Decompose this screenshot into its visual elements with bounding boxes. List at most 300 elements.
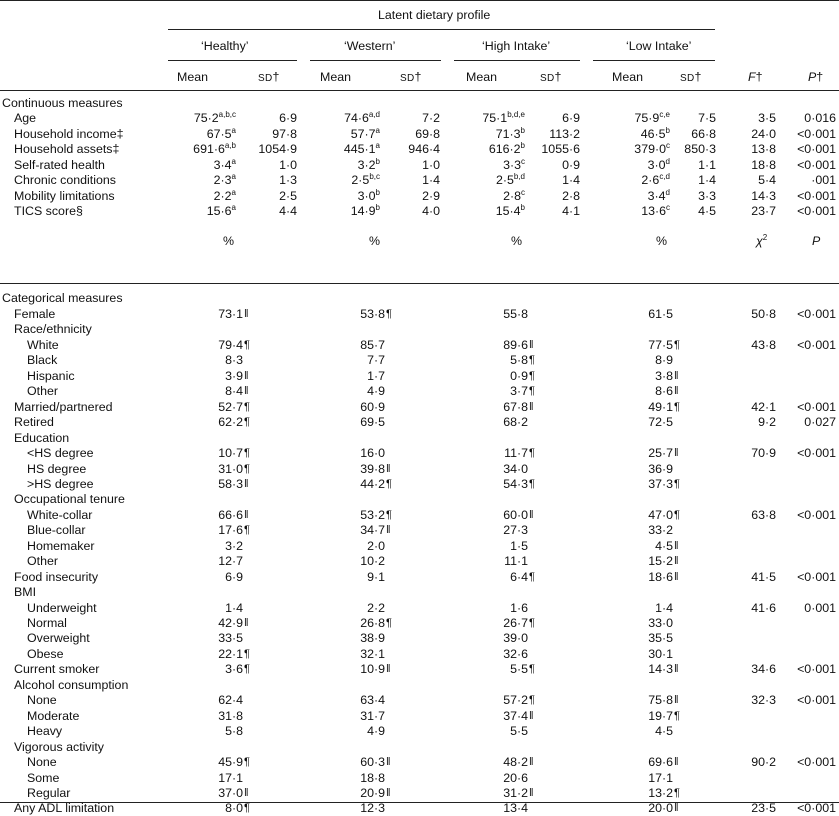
mean-value: $2\cdot 5^{b,c}$	[351, 172, 380, 187]
mean-value: $15\cdot 4^b$	[495, 203, 525, 218]
significance-superscript: d	[665, 187, 670, 197]
chi-square-statistic: 41·6	[751, 600, 776, 615]
mean-value: $691\cdot 6^{a,b}$	[193, 141, 236, 156]
percent-value: 45·9	[218, 755, 243, 770]
row-label: White-collar	[27, 507, 93, 522]
percent-value: 47·0	[648, 507, 673, 522]
significance-superscript: c	[666, 141, 670, 150]
row-label: White	[27, 337, 59, 352]
percent-value: 33·2	[648, 523, 673, 538]
significance-marker: ‖	[386, 756, 391, 769]
sd-value: 4·0	[422, 204, 440, 218]
sd-value: 1·0	[422, 157, 440, 172]
percent-value: 20·0	[648, 801, 673, 816]
sd-value: 1·0	[279, 157, 297, 172]
rule-group-healthy	[168, 60, 297, 61]
percent-value: 63·4	[360, 693, 385, 708]
p-value: 0·001	[804, 600, 836, 615]
sd-value: 850·3	[684, 142, 716, 156]
percent-value: 20·9	[360, 785, 385, 800]
significance-superscript: c,e	[659, 110, 670, 119]
rule-top	[0, 0, 839, 1]
percent-value: 42·9	[218, 616, 243, 630]
significance-marker: ¶	[386, 477, 392, 490]
significance-marker: ‖	[386, 786, 391, 799]
percent-value: 69·6	[648, 755, 673, 770]
mean-value: $57\cdot 7^a$	[350, 125, 380, 141]
percent-value: 79·4	[218, 337, 243, 352]
significance-marker: ‖	[244, 477, 249, 490]
percent-value: 3·8	[655, 368, 673, 383]
mean-header: Mean	[612, 70, 643, 84]
row-label: Household assets‡	[14, 142, 120, 156]
percent-value: 72·5	[648, 415, 673, 430]
p-value: <0·001	[797, 569, 836, 584]
percent-value: 8·6	[655, 384, 673, 399]
percent-value: 19·7	[648, 708, 673, 723]
significance-superscript: b	[375, 187, 380, 197]
significance-superscript: b	[665, 125, 670, 135]
significance-marker: ‖	[674, 369, 679, 382]
mean-value: $13\cdot 6^c$	[641, 203, 670, 218]
significance-marker: ¶	[674, 477, 680, 490]
significance-superscript: b,c	[369, 172, 380, 181]
significance-marker: ‖	[674, 756, 679, 769]
p-header: P†	[808, 70, 824, 84]
mean-value: $75\cdot 1^{b,d,e}$	[482, 110, 525, 125]
rule-bottom	[0, 802, 839, 803]
percent-value: 17·6	[218, 523, 243, 538]
row-label: BMI	[14, 585, 37, 600]
percent-value: 34·7	[360, 523, 385, 538]
significance-superscript: b	[520, 141, 525, 150]
percent-value: 1·4	[655, 600, 673, 615]
row-label: Female	[14, 307, 56, 321]
percent-value: 8·3	[225, 353, 243, 368]
row-label: <HS degree	[27, 446, 94, 461]
sd-value: 1054·9	[258, 142, 297, 156]
row-label: Heavy	[27, 724, 63, 739]
percent-value: 1·5	[510, 538, 528, 553]
significance-marker: ‖	[529, 338, 534, 351]
percent-value: 8·4	[225, 384, 243, 399]
percent-value: 16·0	[360, 446, 385, 461]
percent-value: 11·7	[504, 446, 528, 461]
significance-superscript: c,d	[659, 172, 670, 181]
percent-value: 26·8	[360, 616, 385, 630]
percent-value: 5·5	[510, 662, 528, 677]
row-label: Any ADL limitation	[14, 801, 115, 816]
row-label: Alcohol consumption	[14, 677, 129, 692]
sd-header: SD†	[540, 70, 562, 84]
significance-marker: ‖	[529, 756, 534, 769]
mean-value: $2\cdot 2^a$	[213, 187, 236, 203]
percent-value: 33·5	[218, 631, 243, 646]
chi-square-statistic: 63·8	[751, 507, 776, 522]
mean-value: $3\cdot 3^c$	[503, 156, 525, 172]
significance-marker: ¶	[244, 447, 250, 460]
percent-value: 11·1	[504, 554, 528, 569]
sd-value: 1055·6	[541, 142, 580, 156]
mean-value: $3\cdot 4^a$	[213, 156, 236, 172]
significance-superscript: b	[520, 203, 525, 212]
significance-marker: ¶	[244, 647, 250, 660]
f-statistic: 13·8	[751, 142, 776, 156]
row-label: HS degree	[27, 461, 87, 476]
sd-value: 3·3	[698, 188, 716, 203]
percent-value: 68·2	[503, 415, 528, 430]
mean-value: $75\cdot 9^{c,e}$	[634, 110, 670, 125]
percent-value: 31·0	[218, 461, 243, 476]
percent-value: 0·9	[510, 368, 528, 383]
percent-value: 31·7	[360, 708, 385, 723]
mean-value: $15\cdot 6^a$	[206, 203, 236, 218]
percent-value: 2·2	[367, 600, 385, 615]
significance-superscript: b,d	[513, 172, 525, 181]
percent-value: 1·4	[225, 600, 243, 615]
percent-value: 69·5	[360, 415, 385, 430]
significance-marker: ¶	[529, 354, 535, 367]
row-label: Regular	[27, 785, 71, 800]
percent-value: 12·3	[360, 801, 385, 816]
sd-value: 4·5	[698, 204, 716, 218]
significance-superscript: c	[521, 187, 525, 197]
row-label: Occupational tenure	[14, 492, 125, 507]
rule-group-western	[310, 60, 441, 61]
percent-value: 57·2	[503, 693, 528, 708]
percent-value: 61·5	[648, 307, 673, 321]
p-value: <0·001	[797, 204, 836, 218]
percent-value: 3·9	[225, 368, 243, 383]
percent-value: 10·9	[360, 662, 385, 677]
row-label: Married/partnered	[14, 399, 113, 414]
pct-header: %	[223, 234, 235, 248]
mean-value: $71\cdot 3^b$	[495, 125, 525, 141]
mean-value: $2\cdot 6^{c,d}$	[641, 172, 670, 187]
sd-value: 2·8	[562, 188, 580, 203]
significance-superscript: a,d	[368, 110, 380, 119]
significance-marker: ¶	[244, 802, 250, 815]
rule-profile	[168, 29, 715, 30]
pct-header: %	[369, 234, 381, 248]
section-title-continuous: Continuous measures	[2, 96, 123, 110]
row-label: Normal	[27, 616, 67, 630]
sd-header: SD†	[400, 70, 422, 84]
significance-superscript: b	[520, 125, 525, 135]
chi-square-statistic: 43·8	[751, 337, 776, 352]
row-label: Mobility limitations	[14, 188, 115, 203]
percent-value: 3·2	[225, 538, 243, 553]
mean-value: $67\cdot 5^a$	[206, 125, 236, 141]
percent-value: 27·3	[503, 523, 528, 538]
row-label: Obese	[27, 646, 64, 661]
significance-marker: ‖	[674, 385, 679, 398]
percent-value: 8·0	[225, 801, 243, 816]
f-statistic: 18·8	[751, 157, 776, 172]
percent-value: 5·8	[510, 353, 528, 368]
percent-value: 8·9	[655, 353, 673, 368]
percent-value: 32·1	[360, 646, 385, 661]
sd-value: 6·9	[279, 111, 297, 125]
sd-value: 0·9	[562, 157, 580, 172]
significance-marker: ¶	[244, 400, 250, 413]
significance-marker: ¶	[244, 338, 250, 351]
sd-value: 1·4	[698, 173, 716, 187]
significance-marker: ¶	[529, 385, 535, 398]
group-header-healthy: ‘Healthy’	[201, 39, 249, 53]
percent-value: 54·3	[503, 476, 528, 491]
row-label: Chronic conditions	[14, 173, 116, 187]
significance-marker: ‖	[386, 462, 391, 475]
p-value: <0·001	[797, 755, 836, 770]
p-value: <0·001	[797, 126, 836, 141]
mean-header: Mean	[466, 70, 497, 84]
mean-value: $3\cdot 4^d$	[647, 187, 670, 203]
significance-marker: ‖	[244, 369, 249, 382]
significance-marker: ¶	[529, 663, 535, 676]
significance-superscript: a	[231, 203, 236, 212]
p-value: <0·001	[797, 337, 836, 352]
row-label: Overweight	[27, 631, 90, 646]
chi-square-header: $\chi^2$	[756, 233, 768, 248]
percent-value: 1·7	[367, 368, 385, 383]
percent-value: 85·7	[360, 337, 385, 352]
percent-value: 6·9	[225, 569, 243, 584]
percent-value: 33·0	[648, 616, 673, 630]
row-label: TICS score§	[14, 204, 83, 218]
significance-marker: ¶	[674, 786, 680, 799]
significance-marker: ‖	[674, 447, 679, 460]
percent-value: 37·0	[218, 785, 243, 800]
significance-marker: ¶	[386, 308, 392, 320]
significance-superscript: b	[375, 203, 380, 212]
percent-value: 17·1	[648, 770, 673, 785]
row-label: Moderate	[27, 708, 80, 723]
row-label: Self-rated health	[14, 157, 105, 172]
p-value: <0·001	[797, 507, 836, 522]
percent-value: 18·6	[648, 569, 673, 584]
row-label: Education	[14, 430, 70, 445]
pct-header: %	[656, 234, 668, 248]
sd-value: 7·2	[422, 111, 440, 125]
sd-header: SD†	[680, 70, 702, 84]
significance-superscript: b,d,e	[507, 110, 525, 119]
percent-value: 73·1	[218, 307, 243, 321]
sd-value: 1·4	[562, 173, 580, 187]
p-value: 0·027	[804, 415, 836, 430]
significance-marker: ‖	[244, 508, 249, 521]
row-label: Blue-collar	[27, 523, 86, 538]
sd-value: 1·1	[698, 157, 716, 172]
row-label: Vigorous activity	[14, 739, 104, 754]
percent-value: 62·2	[218, 415, 243, 430]
percent-value: 37·4	[503, 708, 528, 723]
significance-marker: ‖	[674, 663, 679, 676]
significance-marker: ‖	[674, 555, 679, 568]
significance-marker: ¶	[529, 369, 535, 382]
sd-value: 113·2	[549, 126, 580, 141]
chi-square-statistic: 42·1	[751, 399, 776, 414]
f-statistic: 5·4	[758, 173, 776, 187]
group-header-high-intake: ‘High Intake’	[482, 39, 551, 53]
percent-value: 34·0	[503, 461, 528, 476]
mean-value: $3\cdot 0^b$	[357, 187, 380, 203]
percent-value: 26·7	[503, 616, 528, 630]
sd-value: 1·4	[422, 173, 440, 187]
significance-superscript: b	[375, 156, 380, 166]
chi-square-statistic: 32·3	[751, 693, 776, 708]
percent-value: 38·9	[360, 631, 385, 646]
f-statistic: 3·5	[758, 111, 776, 125]
significance-marker: ‖	[244, 385, 249, 398]
group-header-low-intake: ‘Low Intake’	[626, 39, 692, 53]
percent-value: 13·4	[503, 801, 528, 816]
percent-value: 49·1	[648, 399, 673, 414]
row-label: Age	[14, 111, 37, 125]
percent-value: 10·7	[218, 446, 243, 461]
row-label: None	[27, 693, 57, 708]
rule-mid	[0, 283, 839, 284]
significance-marker: ¶	[529, 447, 535, 460]
row-label: Food insecurity	[14, 569, 99, 584]
row-label: Other	[27, 554, 58, 569]
percent-value: 58·3	[218, 476, 243, 491]
percent-value: 3·7	[510, 384, 528, 399]
percent-value: 55·8	[503, 307, 528, 321]
significance-marker: ‖	[529, 709, 534, 722]
row-label: Homemaker	[27, 538, 95, 553]
significance-superscript: a,b	[224, 141, 236, 150]
percent-value: 17·1	[218, 770, 243, 785]
percent-value: 20·6	[503, 770, 528, 785]
pct-header: %	[511, 234, 523, 248]
p-value: <0·001	[797, 693, 836, 708]
row-label: Some	[27, 770, 60, 785]
row-label: Retired	[14, 415, 54, 430]
significance-marker: ¶	[244, 756, 250, 769]
row-label: Underweight	[27, 600, 97, 615]
group-header-western: ‘Western’	[344, 39, 396, 53]
significance-superscript: a	[231, 187, 236, 197]
significance-marker: ‖	[244, 617, 249, 629]
row-label: Household income‡	[14, 126, 124, 141]
significance-superscript: a	[231, 125, 236, 135]
significance-marker: ‖	[244, 786, 249, 799]
chi-square-statistic: 41·5	[751, 569, 776, 584]
significance-marker: ¶	[244, 663, 250, 676]
percent-value: 25·7	[648, 446, 673, 461]
significance-superscript: d	[665, 156, 670, 166]
percent-value: 53·2	[360, 507, 385, 522]
sd-value: 7·5	[698, 111, 716, 125]
p-header-categorical: P	[812, 234, 821, 248]
mean-header: Mean	[177, 70, 208, 84]
p-value: <0·001	[797, 142, 836, 156]
row-label: Black	[27, 353, 58, 368]
percent-value: 1·6	[510, 600, 528, 615]
p-value: <0·001	[797, 188, 836, 203]
p-value: <0·001	[797, 446, 836, 461]
significance-superscript: a	[231, 156, 236, 166]
mean-value: $2\cdot 8^c$	[503, 187, 525, 203]
sd-value: 2·5	[279, 188, 297, 203]
significance-marker: ¶	[244, 416, 250, 429]
percent-value: 53·8	[360, 307, 385, 321]
percent-value: 39·8	[360, 461, 385, 476]
percent-value: 6·4	[510, 569, 528, 584]
percent-value: 13·2	[648, 785, 673, 800]
sd-value: 6·9	[562, 111, 580, 125]
significance-marker: ¶	[674, 709, 680, 722]
chi-square-statistic: 34·6	[751, 662, 776, 677]
significance-marker: ¶	[529, 477, 535, 490]
sd-value: 69·8	[415, 126, 440, 141]
significance-marker: ¶	[529, 694, 535, 707]
sd-header: SD†	[258, 70, 280, 84]
sd-value: 946·4	[408, 142, 440, 156]
mean-value: $46\cdot 5^b$	[640, 125, 670, 141]
mean-value: $445\cdot 1^a$	[343, 141, 380, 156]
percent-value: 2·0	[367, 538, 385, 553]
percent-value: 67·8	[503, 399, 528, 414]
percent-value: 48·2	[503, 755, 528, 770]
significance-marker: ¶	[529, 570, 535, 583]
mean-value: $379\cdot 0^c$	[634, 141, 670, 156]
significance-marker: ‖	[386, 524, 391, 537]
significance-marker: ‖	[674, 539, 679, 552]
significance-marker: ‖	[529, 786, 534, 799]
chi-square-statistic: 70·9	[751, 446, 776, 461]
mean-header: Mean	[320, 70, 351, 84]
percent-value: 31·2	[503, 785, 528, 800]
chi-square-statistic: 23·5	[751, 801, 776, 816]
rule-header-bottom	[0, 90, 839, 91]
f-statistic: 24·0	[751, 126, 776, 141]
percent-value: 31·8	[218, 708, 243, 723]
row-label: Current smoker	[14, 662, 100, 677]
sd-value: 4·1	[562, 204, 580, 218]
mean-value: $75\cdot 2^{a,b,c}$	[193, 110, 236, 125]
significance-marker: ‖	[674, 802, 679, 815]
significance-marker: ¶	[529, 617, 535, 629]
percent-value: 18·8	[360, 770, 385, 785]
chi-square-statistic: 9·2	[758, 415, 776, 430]
percent-value: 4·5	[655, 538, 673, 553]
chi-square-statistic: 50·8	[751, 307, 776, 321]
percent-value: 75·8	[648, 693, 673, 708]
mean-value: $14\cdot 9^b$	[350, 203, 380, 218]
p-value: <0·001	[797, 307, 836, 321]
percent-value: 7·7	[367, 353, 385, 368]
percent-value: 5·5	[510, 724, 528, 739]
f-statistic: 14·3	[751, 188, 776, 203]
percent-value: 35·5	[648, 631, 673, 646]
significance-marker: ¶	[386, 617, 392, 629]
percent-value: 4·9	[367, 384, 385, 399]
percent-value: 22·1	[218, 646, 243, 661]
percent-value: 89·6	[503, 337, 528, 352]
p-value: <0·001	[797, 662, 836, 677]
p-value: <0·001	[797, 399, 836, 414]
percent-value: 60·9	[360, 399, 385, 414]
percent-value: 4·9	[367, 724, 385, 739]
mean-value: $3\cdot 2^b$	[357, 156, 380, 172]
significance-superscript: a	[375, 141, 380, 150]
chi-square-statistic: 90·2	[751, 755, 776, 770]
significance-marker: ¶	[244, 462, 250, 475]
percent-value: 32·6	[503, 646, 528, 661]
row-label: Hispanic	[27, 368, 75, 383]
